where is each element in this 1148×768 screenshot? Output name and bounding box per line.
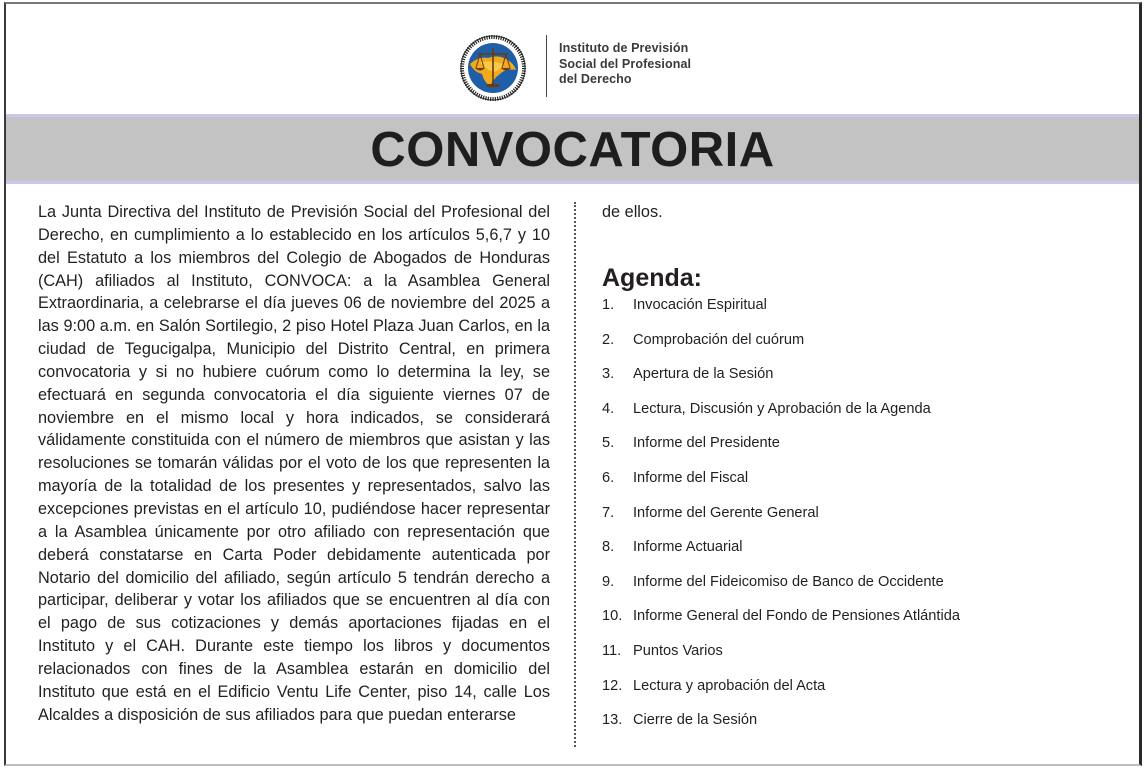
agenda-item-number: 3. — [602, 366, 615, 383]
org-name-line: del Derecho — [559, 72, 632, 86]
agenda-item-number: 13. — [602, 712, 623, 729]
agenda-list — [602, 295, 1122, 745]
right-column — [602, 201, 1122, 745]
agenda-item — [602, 641, 1122, 676]
agenda-item-text: Informe del Fiscal — [633, 469, 749, 486]
agenda-item-text: Comprobación del cuórum — [633, 331, 805, 348]
org-name-line: Social del Profesional — [559, 56, 692, 71]
agenda-item — [602, 364, 1122, 399]
agenda-item-number: 8. — [602, 539, 615, 556]
agenda-item — [602, 330, 1122, 365]
agenda-item-text: Informe General del Fondo de Pensiones Atlántida — [633, 608, 960, 625]
agenda-item-text: Informe del Gerente General — [633, 504, 819, 521]
organization-name — [559, 41, 691, 88]
agenda-item-number: 11. — [602, 642, 622, 659]
agenda-item — [602, 676, 1122, 711]
page-title: CONVOCATORIA — [370, 123, 775, 177]
agenda-item — [602, 433, 1122, 468]
agenda-item-number: 10. — [602, 608, 623, 625]
logo-divider — [546, 35, 547, 97]
agenda-item-text: Invocación Espiritual — [633, 297, 767, 313]
agenda-item-number: 6. — [602, 469, 615, 486]
agenda-item-number: 1. — [602, 297, 615, 313]
agenda-item — [602, 503, 1122, 538]
paragraph-continuation: de ellos. — [602, 203, 663, 221]
agenda-item — [602, 572, 1122, 607]
agenda-item-number: 4. — [602, 400, 615, 417]
agenda-item-text: Informe del Fideicomiso de Banco de Occidente — [633, 573, 944, 590]
agenda-item-text: Puntos Varios — [633, 642, 723, 659]
agenda-item-text: Apertura de la Sesión — [633, 366, 774, 383]
document-page — [4, 2, 1142, 766]
agenda-item — [602, 537, 1122, 572]
agenda-item — [602, 710, 1122, 745]
column-divider — [574, 202, 576, 747]
agenda-item-text: Lectura y aprobación del Acta — [633, 677, 826, 694]
agenda-item — [602, 399, 1122, 434]
announcement-paragraph: La Junta Directiva del Instituto de Previsión Social del Profesional del Derecho, en cumplimiento a lo establecido en los artículos 5,6,7 y 10 del Estatuto a los miembros del Colegio de Abogados de Honduras (CAH) afiliados al Instituto, CONVOCA: a la Asamblea General Extraordinaria, a celebrarse el día jueves 06 de noviembre del 2025 a las 9:00 a.m. en Salón Sortilegio, 2 piso Hotel Plaza Juan Carlos, en la ciudad de Tegucigalpa, Municipio del Distrito Central, en primera convocatoria y si no hubiere cuórum como lo determina la ley, se efectuará en segunda convocatoria el día siguiente viernes 07 de noviembre en el mismo local y hora indicados, se considerará válidamente constituida con el número de miembros que asistan y las resoluciones se tomarán válidas por el voto de los que representen la mayoría de la totalidad de los presentes y representados, salvo las excepciones previstas en el artículo 10, pudiéndose hacer representar a la Asamblea únicamente por otro afiliado con representación que deberá constatarse en Carta Poder debidamente autenticada por Notario del domicilio del afiliado, según artículo 5 tendrán derecho a participar, deliberar y votar los afiliados que se encuentren al día con el pago de sus cotizaciones y demás aportaciones fijadas en el Instituto y el CAH. Durante este tiempo los libros y documentos relacionados con fines de la Asamblea estarán en domicilio del Instituto que está en el Edificio Ventu Life Center, piso 14, calle Los Alcaldes a disposición de sus afiliados para que puedan enterarse — [38, 203, 550, 724]
agenda-item — [602, 295, 1122, 330]
agenda-item-text: Informe del Presidente — [633, 435, 780, 452]
agenda-item-number: 9. — [602, 573, 615, 590]
agenda-item-text: Lectura, Discusión y Aprobación de la Agenda — [633, 400, 931, 417]
agenda-item-number: 2. — [602, 331, 615, 348]
agenda-item — [602, 606, 1122, 641]
org-name-line: Instituto de Previsión — [559, 41, 689, 55]
scales-of-justice-seal-icon — [460, 34, 526, 102]
agenda-item-text: Informe Actuarial — [633, 539, 743, 556]
header — [6, 4, 1139, 114]
agenda-item-number: 7. — [602, 504, 615, 521]
agenda-heading: Agenda: — [602, 264, 702, 292]
agenda-item-number: 5. — [602, 435, 615, 452]
title-banner — [6, 114, 1139, 184]
agenda-item-number: 12. — [602, 677, 623, 694]
agenda-item-text: Cierre de la Sesión — [633, 712, 758, 729]
agenda-item — [602, 468, 1122, 503]
